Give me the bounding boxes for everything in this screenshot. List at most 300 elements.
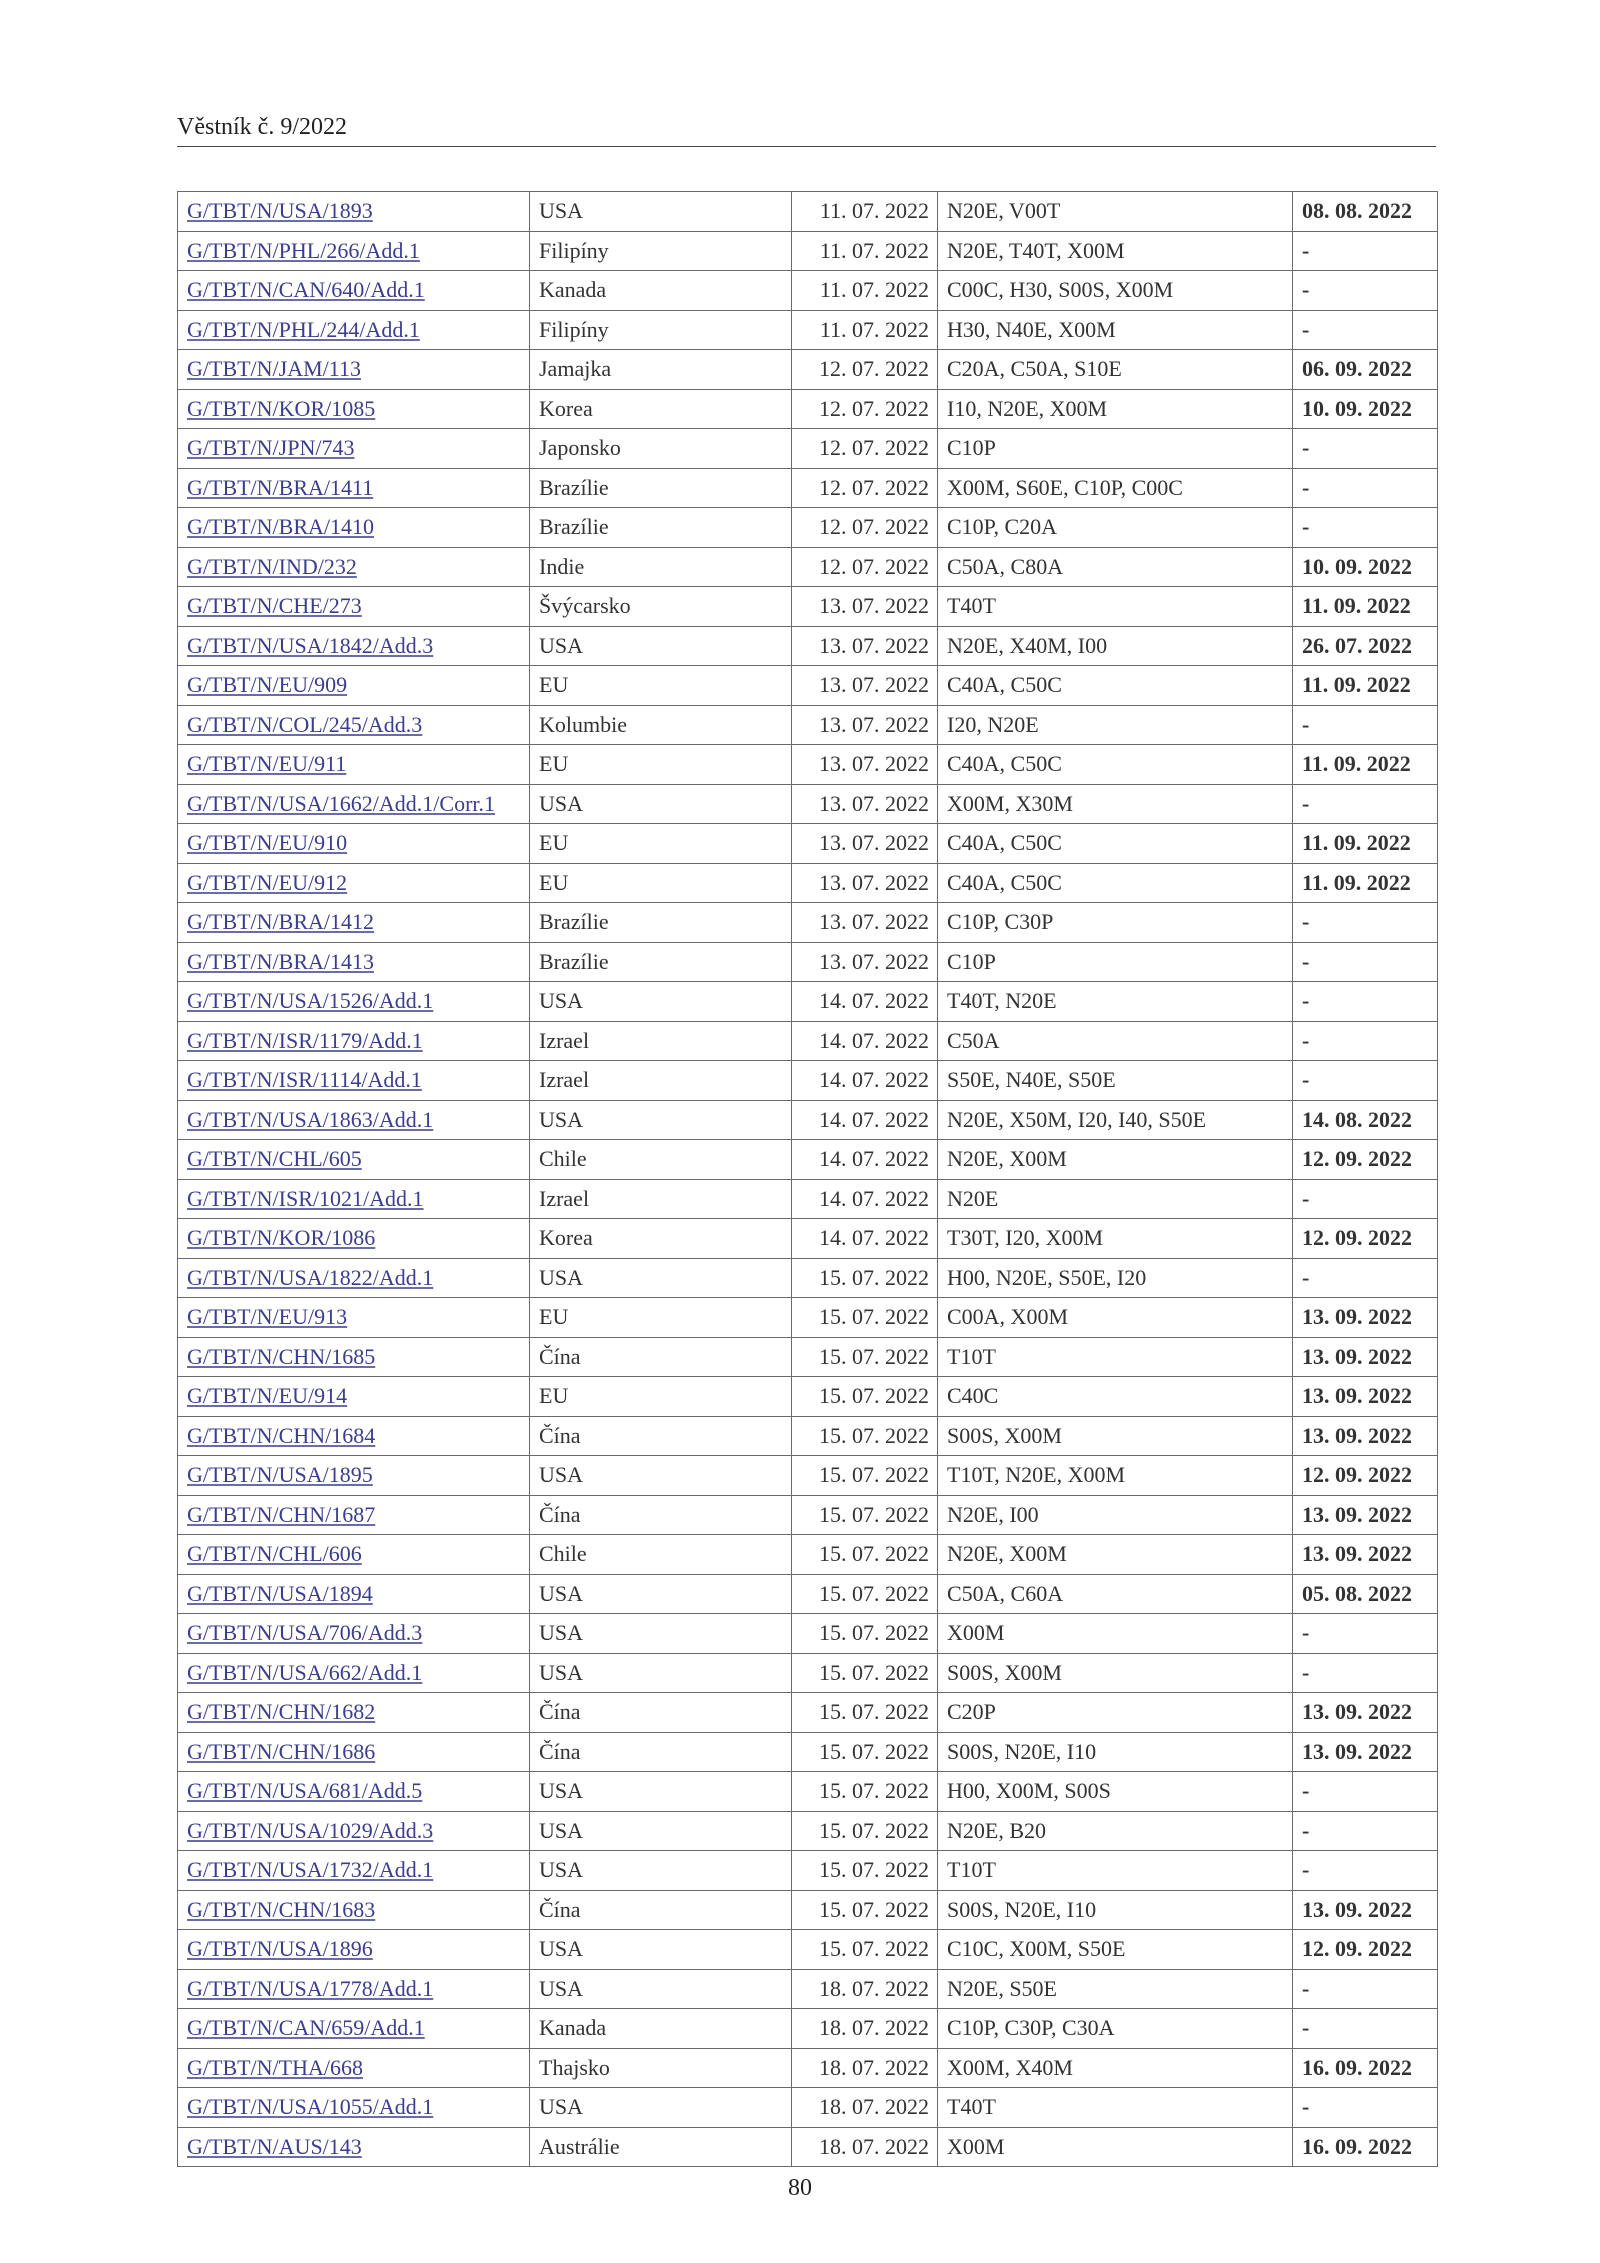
ics-codes-cell: C50A, C60A [938,1574,1293,1614]
notification-link[interactable]: G/TBT/N/CAN/640/Add.1 [187,277,425,303]
table-row [178,2009,1438,2049]
notification-date-cell: 15. 07. 2022 [792,1930,938,1970]
country-cell: USA [530,1930,792,1970]
notification-link[interactable]: G/TBT/N/EU/913 [187,1304,348,1330]
notification-link[interactable]: G/TBT/N/EU/912 [187,869,348,895]
notification-date-cell: 13. 07. 2022 [792,666,938,706]
notifications-table-body [178,192,1438,2167]
table-row [178,2048,1438,2088]
comment-deadline-cell: - [1293,468,1438,508]
notification-link[interactable]: G/TBT/N/USA/1526/Add.1 [187,988,434,1014]
notification-link[interactable]: G/TBT/N/USA/706/Add.3 [187,1620,423,1646]
notification-code-cell [178,1298,530,1338]
notification-code-cell [178,942,530,982]
notification-date-cell: 18. 07. 2022 [792,2127,938,2167]
notification-code-cell [178,1021,530,1061]
comment-deadline-cell: 13. 09. 2022 [1293,1337,1438,1377]
table-row [178,666,1438,706]
notification-date-cell: 11. 07. 2022 [792,231,938,271]
ics-codes-cell: X00M, S60E, C10P, C00C [938,468,1293,508]
ics-codes-cell: T10T, N20E, X00M [938,1456,1293,1496]
table-row [178,1811,1438,1851]
notification-code-cell [178,982,530,1022]
notification-code-cell [178,1140,530,1180]
notification-date-cell: 12. 07. 2022 [792,468,938,508]
country-cell: Brazílie [530,942,792,982]
notification-code-cell [178,429,530,469]
table-row [178,468,1438,508]
ics-codes-cell: I20, N20E [938,705,1293,745]
notification-link[interactable]: G/TBT/N/PHL/266/Add.1 [187,237,420,263]
notification-link[interactable]: G/TBT/N/EU/910 [187,830,348,856]
notification-link[interactable]: G/TBT/N/CHN/1682 [187,1699,376,1725]
notification-date-cell: 14. 07. 2022 [792,1140,938,1180]
notification-date-cell: 12. 07. 2022 [792,508,938,548]
notification-code-cell [178,310,530,350]
ics-codes-cell: C50A [938,1021,1293,1061]
notification-code-cell [178,192,530,232]
page-header [177,112,1436,147]
notification-link[interactable]: G/TBT/N/CHN/1686 [187,1738,376,1764]
comment-deadline-cell: 11. 09. 2022 [1293,863,1438,903]
table-row [178,547,1438,587]
table-row [178,1179,1438,1219]
table-row [178,1219,1438,1259]
table-row [178,1969,1438,2009]
notification-code-cell [178,1930,530,1970]
notification-code-cell [178,2048,530,2088]
ics-codes-cell: C00A, X00M [938,1298,1293,1338]
table-row [178,1337,1438,1377]
notification-date-cell: 15. 07. 2022 [792,1851,938,1891]
country-cell: USA [530,1772,792,1812]
ics-codes-cell: C20P [938,1693,1293,1733]
comment-deadline-cell: 12. 09. 2022 [1293,1219,1438,1259]
ics-codes-cell: C40A, C50C [938,745,1293,785]
ics-codes-cell: C10P, C30P [938,903,1293,943]
notification-code-cell [178,2088,530,2128]
notification-link[interactable]: G/TBT/N/BRA/1410 [187,514,375,540]
notification-link[interactable]: G/TBT/N/KOR/1086 [187,1225,376,1251]
ics-codes-cell: N20E, X00M [938,1535,1293,1575]
ics-codes-cell: T40T [938,2088,1293,2128]
notification-code-cell [178,468,530,508]
country-cell: Austrálie [530,2127,792,2167]
country-cell: USA [530,1258,792,1298]
comment-deadline-cell: 08. 08. 2022 [1293,192,1438,232]
notification-link[interactable]: G/TBT/N/EU/909 [187,672,348,698]
notification-link[interactable]: G/TBT/N/USA/1029/Add.3 [187,1817,434,1843]
notification-link[interactable]: G/TBT/N/EU/911 [187,751,347,777]
table-row [178,1100,1438,1140]
notification-link[interactable]: G/TBT/N/USA/1863/Add.1 [187,1106,434,1132]
table-row [178,824,1438,864]
country-cell: Kolumbie [530,705,792,745]
country-cell: EU [530,1298,792,1338]
ics-codes-cell: I10, N20E, X00M [938,389,1293,429]
country-cell: Brazílie [530,903,792,943]
table-row [178,903,1438,943]
table-row [178,350,1438,390]
notification-date-cell: 15. 07. 2022 [792,1495,938,1535]
ics-codes-cell: T10T [938,1851,1293,1891]
country-cell: Izrael [530,1061,792,1101]
notification-code-cell [178,824,530,864]
comment-deadline-cell: 11. 09. 2022 [1293,666,1438,706]
comment-deadline-cell: 13. 09. 2022 [1293,1732,1438,1772]
notification-code-cell [178,2127,530,2167]
country-cell: Brazílie [530,508,792,548]
table-row [178,231,1438,271]
notification-link[interactable]: G/TBT/N/IND/232 [187,553,357,579]
country-cell: Čína [530,1495,792,1535]
notification-code-cell [178,1416,530,1456]
notification-link[interactable]: G/TBT/N/CHE/273 [187,593,362,619]
notification-link[interactable]: G/TBT/N/USA/1732/Add.1 [187,1857,434,1883]
notification-code-cell [178,547,530,587]
country-cell: Indie [530,547,792,587]
country-cell: USA [530,1574,792,1614]
table-row [178,310,1438,350]
comment-deadline-cell: 10. 09. 2022 [1293,547,1438,587]
notification-link[interactable]: G/TBT/N/USA/1778/Add.1 [187,1975,434,2001]
notification-code-cell [178,389,530,429]
ics-codes-cell: C10P, C20A [938,508,1293,548]
notification-code-cell [178,1179,530,1219]
ics-codes-cell: C40A, C50C [938,666,1293,706]
notification-date-cell: 13. 07. 2022 [792,587,938,627]
notification-code-cell [178,508,530,548]
table-row [178,745,1438,785]
notification-date-cell: 14. 07. 2022 [792,1179,938,1219]
ics-codes-cell: N20E, X50M, I20, I40, S50E [938,1100,1293,1140]
country-cell: Izrael [530,1021,792,1061]
notification-link[interactable]: G/TBT/N/USA/1894 [187,1580,373,1606]
notification-date-cell: 13. 07. 2022 [792,705,938,745]
notification-link[interactable]: G/TBT/N/ISR/1179/Add.1 [187,1027,423,1053]
country-cell: USA [530,192,792,232]
ics-codes-cell: C50A, C80A [938,547,1293,587]
country-cell: USA [530,1614,792,1654]
table-row [178,1693,1438,1733]
notification-date-cell: 13. 07. 2022 [792,942,938,982]
table-row [178,1732,1438,1772]
notification-code-cell [178,1337,530,1377]
notification-date-cell: 15. 07. 2022 [792,1377,938,1417]
table-row [178,1614,1438,1654]
notification-link[interactable]: G/TBT/N/CHL/605 [187,1146,362,1172]
table-row [178,1298,1438,1338]
notifications-table [177,191,1438,2167]
country-cell: Filipíny [530,310,792,350]
ics-codes-cell: H30, N40E, X00M [938,310,1293,350]
notification-date-cell: 18. 07. 2022 [792,2088,938,2128]
notification-code-cell [178,1732,530,1772]
notification-code-cell [178,903,530,943]
ics-codes-cell: S00S, X00M [938,1653,1293,1693]
notification-code-cell [178,784,530,824]
notification-date-cell: 12. 07. 2022 [792,350,938,390]
comment-deadline-cell: - [1293,1021,1438,1061]
notification-link[interactable]: G/TBT/N/USA/1822/Add.1 [187,1264,434,1290]
notification-date-cell: 15. 07. 2022 [792,1456,938,1496]
notification-link[interactable]: G/TBT/N/USA/1893 [187,198,373,224]
country-cell: Japonsko [530,429,792,469]
notification-link[interactable]: G/TBT/N/CHN/1683 [187,1896,376,1922]
comment-deadline-cell: - [1293,1969,1438,2009]
notification-code-cell [178,666,530,706]
notification-link[interactable]: G/TBT/N/CHN/1685 [187,1343,376,1369]
notification-link[interactable]: G/TBT/N/CHN/1687 [187,1501,376,1527]
comment-deadline-cell: 12. 09. 2022 [1293,1930,1438,1970]
notification-code-cell [178,1772,530,1812]
notification-date-cell: 15. 07. 2022 [792,1693,938,1733]
comment-deadline-cell: 11. 09. 2022 [1293,824,1438,864]
table-row [178,192,1438,232]
table-row [178,1890,1438,1930]
notification-code-cell [178,271,530,311]
notification-link[interactable]: G/TBT/N/CHL/606 [187,1541,362,1567]
ics-codes-cell: H00, X00M, S00S [938,1772,1293,1812]
country-cell: Čína [530,1337,792,1377]
comment-deadline-cell: - [1293,2088,1438,2128]
comment-deadline-cell: 13. 09. 2022 [1293,1693,1438,1733]
comment-deadline-cell: - [1293,1061,1438,1101]
notification-code-cell [178,1574,530,1614]
ics-codes-cell: N20E, S50E [938,1969,1293,2009]
table-row [178,271,1438,311]
notification-code-cell [178,705,530,745]
table-row [178,1258,1438,1298]
notification-date-cell: 13. 07. 2022 [792,626,938,666]
comment-deadline-cell: 13. 09. 2022 [1293,1298,1438,1338]
table-row [178,863,1438,903]
notification-link[interactable]: G/TBT/N/USA/1055/Add.1 [187,2094,434,2120]
country-cell: Kanada [530,271,792,311]
notification-link[interactable]: G/TBT/N/COL/245/Add.3 [187,711,423,737]
comment-deadline-cell: - [1293,271,1438,311]
page-number: 80 [788,2175,812,2201]
country-cell: USA [530,982,792,1022]
notification-date-cell: 12. 07. 2022 [792,389,938,429]
comment-deadline-cell: 14. 08. 2022 [1293,1100,1438,1140]
notification-date-cell: 18. 07. 2022 [792,2048,938,2088]
notification-date-cell: 15. 07. 2022 [792,1535,938,1575]
notification-link[interactable]: G/TBT/N/BRA/1413 [187,948,375,974]
notification-link[interactable]: G/TBT/N/PHL/244/Add.1 [187,316,420,342]
notification-code-cell [178,745,530,785]
country-cell: Švýcarsko [530,587,792,627]
country-cell: Čína [530,1890,792,1930]
notification-code-cell [178,1100,530,1140]
comment-deadline-cell: 13. 09. 2022 [1293,1416,1438,1456]
notification-link[interactable]: G/TBT/N/BRA/1411 [187,474,374,500]
ics-codes-cell: S00S, N20E, I10 [938,1732,1293,1772]
notification-date-cell: 13. 07. 2022 [792,863,938,903]
comment-deadline-cell: - [1293,903,1438,943]
notification-link[interactable]: G/TBT/N/CHN/1684 [187,1422,376,1448]
comment-deadline-cell: - [1293,429,1438,469]
country-cell: Kanada [530,2009,792,2049]
notification-date-cell: 11. 07. 2022 [792,192,938,232]
notification-link[interactable]: G/TBT/N/JPN/743 [187,435,355,461]
notification-code-cell [178,1614,530,1654]
country-cell: Filipíny [530,231,792,271]
notification-date-cell: 15. 07. 2022 [792,1614,938,1654]
notification-link[interactable]: G/TBT/N/EU/914 [187,1383,348,1409]
comment-deadline-cell: 13. 09. 2022 [1293,1890,1438,1930]
notification-code-cell [178,626,530,666]
notification-link[interactable]: G/TBT/N/USA/1895 [187,1462,373,1488]
comment-deadline-cell: - [1293,982,1438,1022]
country-cell: Korea [530,389,792,429]
notification-code-cell [178,1653,530,1693]
notification-date-cell: 15. 07. 2022 [792,1337,938,1377]
notification-code-cell [178,231,530,271]
notification-link[interactable]: G/TBT/N/THA/668 [187,2054,363,2080]
comment-deadline-cell: - [1293,942,1438,982]
ics-codes-cell: N20E, X40M, I00 [938,626,1293,666]
notification-link[interactable]: G/TBT/N/ISR/1114/Add.1 [187,1067,422,1093]
notification-code-cell [178,1811,530,1851]
table-row [178,1021,1438,1061]
notification-code-cell [178,1495,530,1535]
journal-title: Věstník č. 9/2022 [177,114,347,140]
comment-deadline-cell: 11. 09. 2022 [1293,745,1438,785]
table-row [178,626,1438,666]
comment-deadline-cell: 10. 09. 2022 [1293,389,1438,429]
table-row [178,1456,1438,1496]
table-row [178,587,1438,627]
notification-link[interactable]: G/TBT/N/ISR/1021/Add.1 [187,1185,424,1211]
notification-link[interactable]: G/TBT/N/CAN/659/Add.1 [187,2015,425,2041]
table-row [178,1140,1438,1180]
ics-codes-cell: N20E, I00 [938,1495,1293,1535]
ics-codes-cell: C20A, C50A, S10E [938,350,1293,390]
country-cell: Korea [530,1219,792,1259]
notification-date-cell: 15. 07. 2022 [792,1732,938,1772]
country-cell: Izrael [530,1179,792,1219]
comment-deadline-cell: - [1293,1614,1438,1654]
ics-codes-cell: C10C, X00M, S50E [938,1930,1293,1970]
comment-deadline-cell: - [1293,2009,1438,2049]
comment-deadline-cell: 26. 07. 2022 [1293,626,1438,666]
comment-deadline-cell: 11. 09. 2022 [1293,587,1438,627]
notification-link[interactable]: G/TBT/N/BRA/1412 [187,909,375,935]
table-row [178,1851,1438,1891]
notification-code-cell [178,1061,530,1101]
country-cell: Čína [530,1732,792,1772]
notification-date-cell: 15. 07. 2022 [792,1772,938,1812]
notification-date-cell: 14. 07. 2022 [792,1100,938,1140]
ics-codes-cell: N20E [938,1179,1293,1219]
comment-deadline-cell: 13. 09. 2022 [1293,1495,1438,1535]
notification-code-cell [178,2009,530,2049]
table-row [178,1930,1438,1970]
notification-date-cell: 12. 07. 2022 [792,547,938,587]
notification-link[interactable]: G/TBT/N/KOR/1085 [187,395,376,421]
comment-deadline-cell: 06. 09. 2022 [1293,350,1438,390]
notification-code-cell [178,1851,530,1891]
notification-code-cell [178,1456,530,1496]
ics-codes-cell: T40T [938,587,1293,627]
ics-codes-cell: C40A, C50C [938,824,1293,864]
country-cell: Chile [530,1535,792,1575]
ics-codes-cell: C10P [938,429,1293,469]
notification-date-cell: 12. 07. 2022 [792,429,938,469]
comment-deadline-cell: - [1293,508,1438,548]
comment-deadline-cell: 05. 08. 2022 [1293,1574,1438,1614]
notification-date-cell: 15. 07. 2022 [792,1298,938,1338]
comment-deadline-cell: - [1293,1772,1438,1812]
country-cell: USA [530,784,792,824]
notification-link[interactable]: G/TBT/N/USA/1896 [187,1936,373,1962]
ics-codes-cell: X00M [938,1614,1293,1654]
table-row [178,1574,1438,1614]
table-row [178,1495,1438,1535]
country-cell: Brazílie [530,468,792,508]
country-cell: USA [530,1653,792,1693]
ics-codes-cell: X00M, X30M [938,784,1293,824]
notification-link[interactable]: G/TBT/N/USA/662/Add.1 [187,1659,423,1685]
ics-codes-cell: S50E, N40E, S50E [938,1061,1293,1101]
ics-codes-cell: C10P [938,942,1293,982]
table-row [178,389,1438,429]
comment-deadline-cell: - [1293,1851,1438,1891]
ics-codes-cell: C10P, C30P, C30A [938,2009,1293,2049]
comment-deadline-cell: - [1293,231,1438,271]
country-cell: USA [530,626,792,666]
notification-code-cell [178,1377,530,1417]
table-row [178,508,1438,548]
notification-date-cell: 13. 07. 2022 [792,903,938,943]
country-cell: EU [530,1377,792,1417]
notification-date-cell: 18. 07. 2022 [792,2009,938,2049]
notification-link[interactable]: G/TBT/N/USA/1842/Add.3 [187,632,434,658]
notification-link[interactable]: G/TBT/N/USA/1662/Add.1/Corr.1 [187,790,496,816]
country-cell: USA [530,1456,792,1496]
ics-codes-cell: T10T [938,1337,1293,1377]
country-cell: EU [530,745,792,785]
notification-code-cell [178,863,530,903]
notification-link[interactable]: G/TBT/N/JAM/113 [187,356,361,382]
notification-date-cell: 13. 07. 2022 [792,824,938,864]
ics-codes-cell: C00C, H30, S00S, X00M [938,271,1293,311]
country-cell: Jamajka [530,350,792,390]
notification-link[interactable]: G/TBT/N/AUS/143 [187,2133,362,2159]
notification-code-cell [178,1693,530,1733]
country-cell: Chile [530,1140,792,1180]
country-cell: Čína [530,1693,792,1733]
comment-deadline-cell: - [1293,310,1438,350]
notification-code-cell [178,1219,530,1259]
comment-deadline-cell: 12. 09. 2022 [1293,1140,1438,1180]
table-row [178,2088,1438,2128]
table-row [178,705,1438,745]
ics-codes-cell: H00, N20E, S50E, I20 [938,1258,1293,1298]
comment-deadline-cell: 13. 09. 2022 [1293,1377,1438,1417]
ics-codes-cell: T30T, I20, X00M [938,1219,1293,1259]
ics-codes-cell: N20E, T40T, X00M [938,231,1293,271]
country-cell: EU [530,863,792,903]
notification-date-cell: 15. 07. 2022 [792,1416,938,1456]
table-row [178,982,1438,1022]
comment-deadline-cell: 12. 09. 2022 [1293,1456,1438,1496]
country-cell: Thajsko [530,2048,792,2088]
comment-deadline-cell: 13. 09. 2022 [1293,1535,1438,1575]
notification-link[interactable]: G/TBT/N/USA/681/Add.5 [187,1778,423,1804]
table-row [178,2127,1438,2167]
